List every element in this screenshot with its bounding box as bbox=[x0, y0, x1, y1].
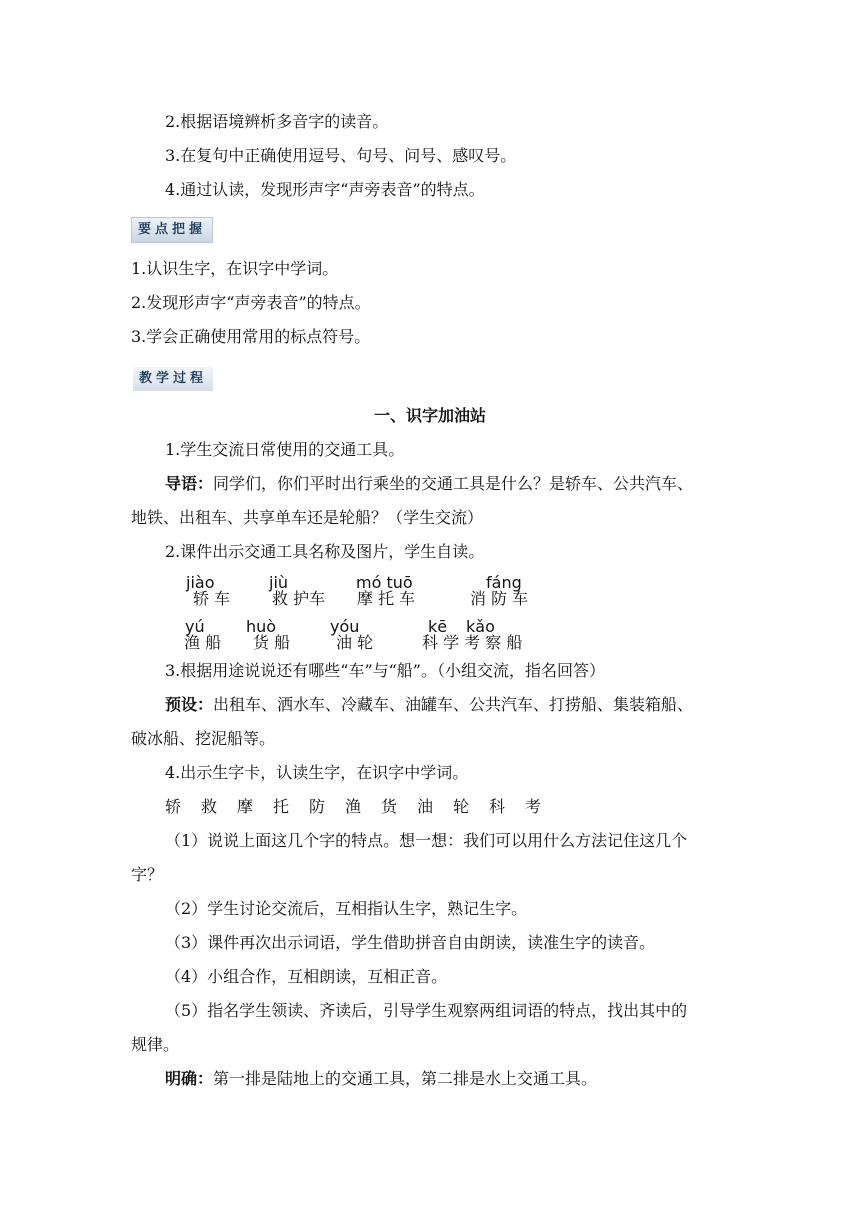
substep-5-line-1: （5）指名学生领读、齐读后，引导学生观察两组词语的特点，找出其中的 bbox=[165, 1001, 688, 1020]
substep-3: （3）课件再次出示词语，学生借助拼音自由朗读，读准生字的读音。 bbox=[165, 933, 656, 952]
key-point-1: 1.认识生字，在识字中学词。 bbox=[131, 259, 339, 278]
step-3: 3.根据用途说说还有哪些“车”与“船”。（小组交流，指名回答） bbox=[165, 661, 605, 680]
pinyin-ke: kē bbox=[428, 617, 448, 636]
step-2: 2.课件出示交通工具名称及图片，学生自读。 bbox=[165, 542, 485, 561]
preset-text-1: 出租车、洒水车、冷藏车、油罐车、公共汽车、打捞船、集装箱船、 bbox=[213, 695, 694, 714]
char-jiu: 救 bbox=[201, 797, 218, 816]
preset-line-2: 破冰船、挖泥船等。 bbox=[131, 729, 276, 748]
objective-3: 3.在复句中正确使用逗号、句号、问号、感叹号。 bbox=[165, 146, 517, 165]
pinyin-you: yóu bbox=[330, 617, 360, 636]
objective-4: 4.通过认读，发现形声字“声旁表音”的特点。 bbox=[165, 180, 485, 199]
guide-text-1: 同学们，你们平时出行乘坐的交通工具是什么？是轿车、公共汽车、 bbox=[213, 474, 694, 493]
word-youlun: 油 轮 bbox=[336, 633, 374, 652]
word-kexuekaochachuan: 科 学 考 察 船 bbox=[422, 633, 523, 652]
char-ke: 科 bbox=[489, 797, 506, 816]
word-huochuan: 货 船 bbox=[253, 633, 291, 652]
char-lun: 轮 bbox=[453, 797, 470, 816]
clarify-text: 第一排是陆地上的交通工具，第二排是水上交通工具。 bbox=[213, 1069, 598, 1088]
guide-line-1 bbox=[165, 474, 693, 494]
substep-1-line-2: 字？ bbox=[131, 865, 164, 884]
char-jiao: 轿 bbox=[165, 797, 182, 816]
guide-label: 导语： bbox=[165, 474, 214, 493]
objective-2: 2.根据语境辨析多音字的读音。 bbox=[165, 112, 389, 131]
char-tuo: 托 bbox=[273, 797, 290, 816]
pinyin-jiao: jiào bbox=[186, 573, 215, 592]
char-mo: 摩 bbox=[237, 797, 254, 816]
step-1: 1.学生交流日常使用的交通工具。 bbox=[165, 440, 405, 459]
substep-4: （4）小组合作，互相朗读，互相正音。 bbox=[165, 967, 448, 986]
word-motuoche: 摩 托 车 bbox=[357, 589, 416, 608]
word-jiuhuche: 救 护车 bbox=[272, 589, 326, 608]
pinyin-kao: kǎo bbox=[466, 617, 495, 636]
guide-line-2: 地铁、出租车、共享单车还是轮船？（学生交流） bbox=[131, 508, 484, 527]
pinyin-jiu: jiù bbox=[269, 573, 289, 592]
clarify-line bbox=[165, 1069, 597, 1089]
pinyin-mo-tuo: mó tuō bbox=[356, 573, 413, 592]
preset-line-1 bbox=[165, 695, 693, 715]
word-jiaoche: 轿 车 bbox=[193, 589, 231, 608]
step-4: 4.出示生字卡，认读生字，在识字中学词。 bbox=[165, 763, 469, 782]
substep-1-line-1: （1）说说上面这几个字的特点。想一想：我们可以用什么方法记住这几个 bbox=[165, 831, 688, 850]
key-point-3: 3.学会正确使用常用的标点符号。 bbox=[131, 327, 371, 346]
substep-2: （2）学生讨论交流后，互相指认生字，熟记生字。 bbox=[165, 899, 528, 918]
preset-label: 预设： bbox=[165, 695, 214, 714]
pinyin-huo: huò bbox=[246, 617, 277, 636]
word-xiaofangche: 消 防 车 bbox=[470, 589, 529, 608]
char-yu: 渔 bbox=[345, 797, 362, 816]
key-point-2: 2.发现形声字“声旁表音”的特点。 bbox=[131, 293, 371, 312]
key-points-banner: 要点把握 bbox=[131, 217, 213, 243]
pinyin-yu: yú bbox=[185, 617, 205, 636]
pinyin-fang: fáng bbox=[486, 573, 522, 592]
char-kao: 考 bbox=[525, 797, 542, 816]
char-huo: 货 bbox=[381, 797, 398, 816]
process-banner: 教学过程 bbox=[133, 367, 213, 391]
section-title: 一、识字加油站 bbox=[373, 406, 486, 425]
char-you: 油 bbox=[417, 797, 434, 816]
substep-5-line-2: 规律。 bbox=[131, 1035, 180, 1054]
char-fang: 防 bbox=[309, 797, 326, 816]
word-yuchuan: 渔 船 bbox=[184, 633, 222, 652]
clarify-label: 明确： bbox=[165, 1069, 214, 1088]
